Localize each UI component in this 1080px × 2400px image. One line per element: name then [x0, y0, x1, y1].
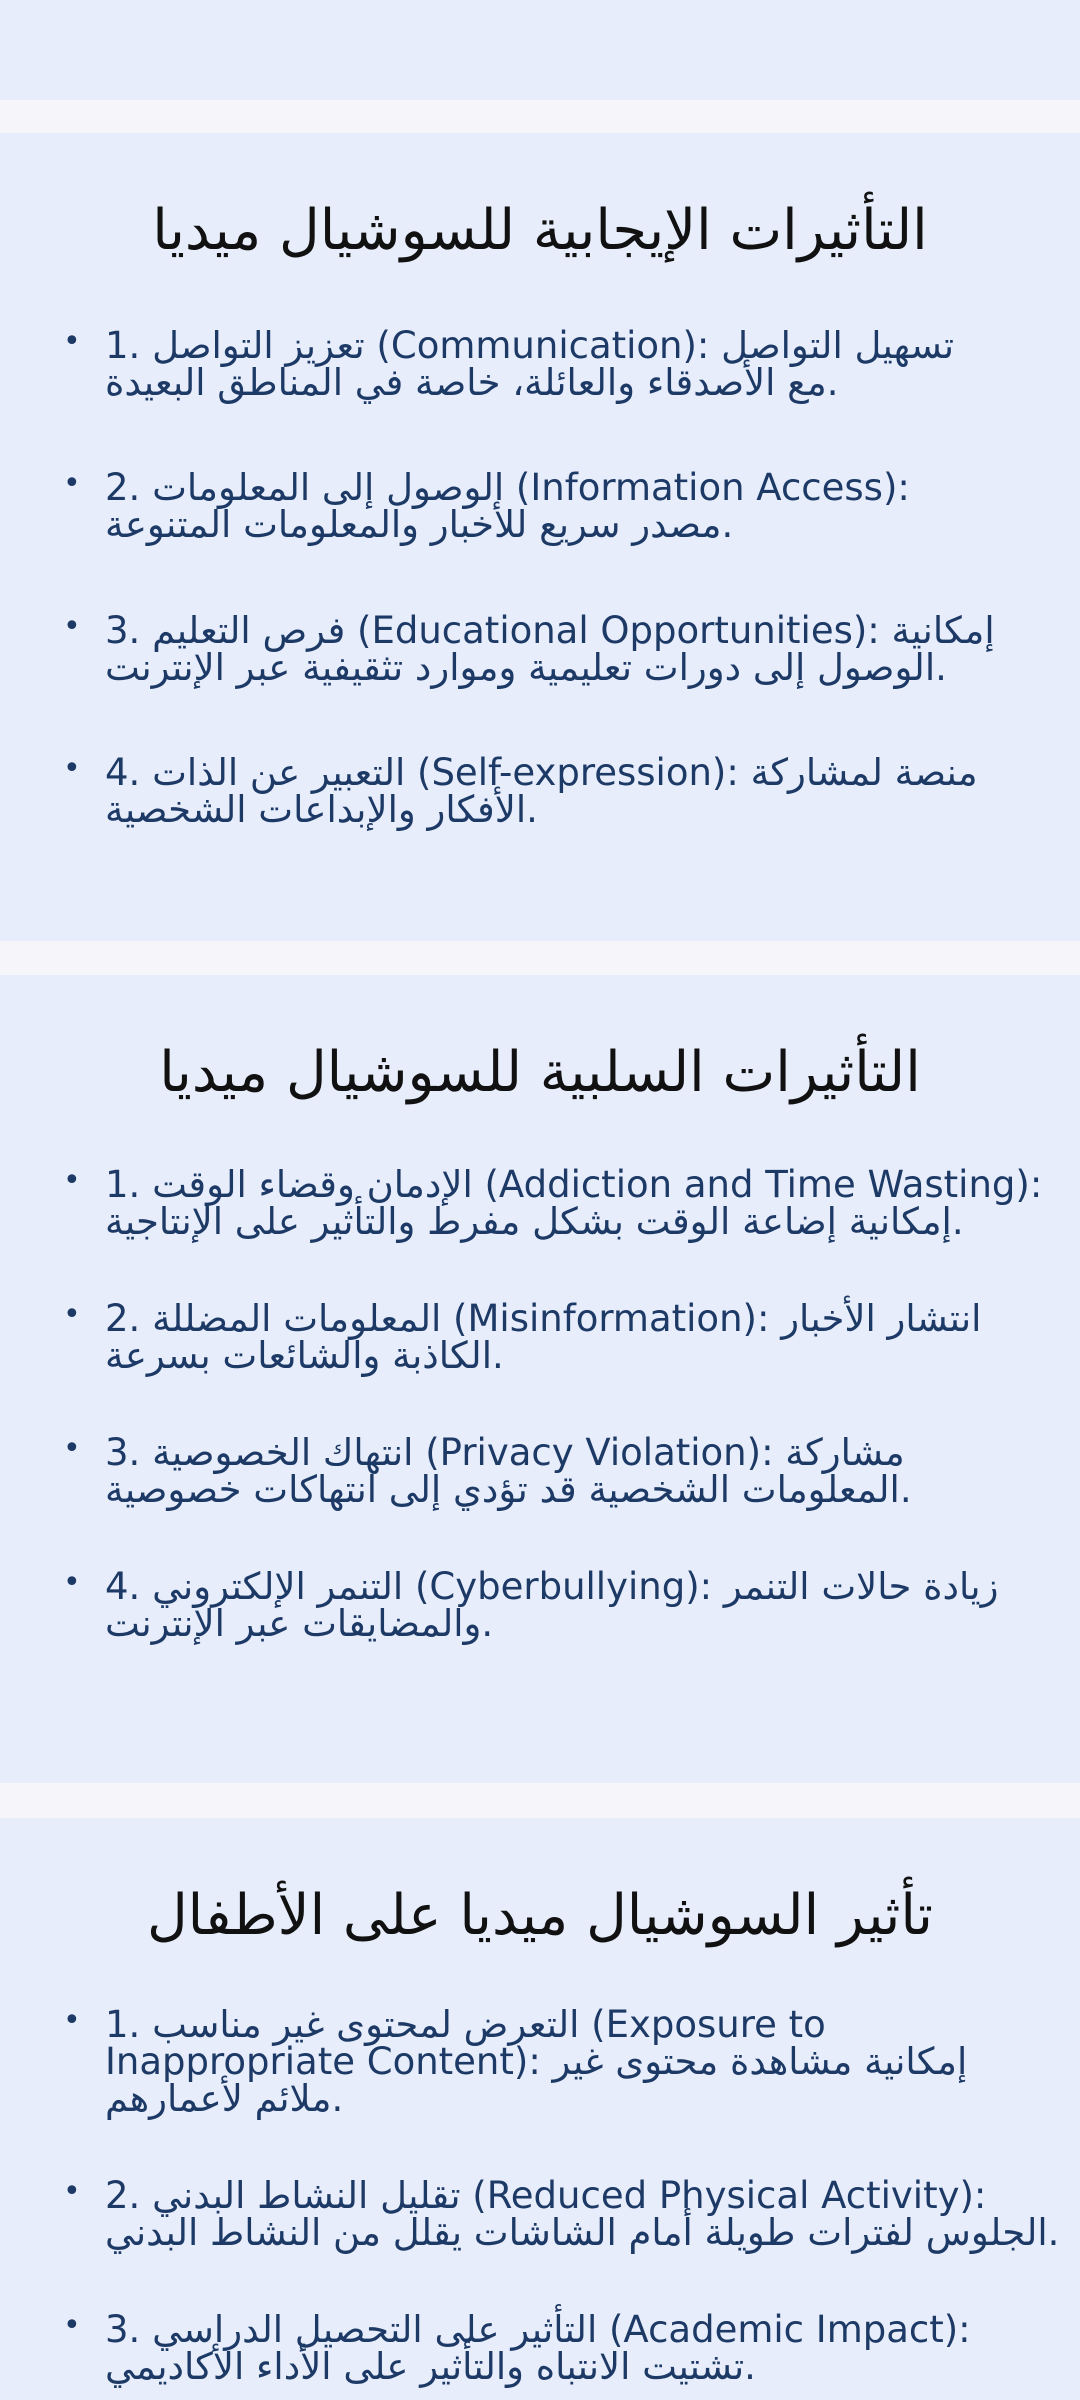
- item-line-1: 2. تقليل النشاط البدني (Reduced Physical Activity):: [105, 2174, 987, 2217]
- section-positive-effects: [0, 133, 1080, 941]
- bullet-icon: •: [63, 1565, 81, 1600]
- list-item: [63, 1163, 1043, 1243]
- item-line-3: ملائم لأعمارهم.: [105, 2077, 344, 2120]
- list-item: [63, 2003, 1020, 2120]
- list-item: [63, 1565, 1020, 1645]
- bullet-icon: •: [63, 1297, 81, 1332]
- item-line-2: الوصول إلى دورات تعليمية وموارد تثقيفية عبر الإنترنت.: [105, 646, 947, 689]
- bullet-icon: •: [63, 1163, 81, 1198]
- section-title: تأثير السوشيال ميديا على الأطفال: [146, 1883, 934, 1948]
- item-line-2: المعلومات الشخصية قد تؤدي إلى انتهاكات خصوصية.: [105, 1468, 912, 1511]
- list-item: [63, 751, 1020, 831]
- item-line-1: 2. المعلومات المضللة (Misinformation): انتشار الأخبار: [105, 1297, 982, 1340]
- item-line-2: مصدر سريع للأخبار والمعلومات المتنوعة.: [105, 503, 734, 546]
- top-band: [0, 0, 1080, 100]
- bullet-icon: •: [63, 466, 81, 501]
- list-item: [63, 324, 1020, 404]
- item-line-2: الجلوس لفترات طويلة أمام الشاشات يقلل من النشاط البدني.: [105, 2211, 1060, 2254]
- item-line-1: 2. الوصول إلى المعلومات (Information Access):: [105, 466, 910, 509]
- bullet-icon: •: [63, 2308, 81, 2343]
- list-item: [63, 609, 1020, 689]
- item-line-1: 4. التعبير عن الذات (Self-expression): منصة لمشاركة: [105, 751, 978, 794]
- item-line-1: 3. التأثير على التحصيل الدراسي (Academic Impact):: [105, 2308, 971, 2351]
- item-line-2: والمضايقات عبر الإنترنت.: [105, 1602, 494, 1645]
- section-title: التأثيرات السلبية للسوشيال ميديا: [159, 1040, 921, 1105]
- bullet-icon: •: [63, 324, 81, 359]
- item-line-2: الكاذبة والشائعات بسرعة.: [105, 1334, 504, 1377]
- item-line-2: إمكانية إضاعة الوقت بشكل مفرط والتأثير على الإنتاجية.: [105, 1200, 964, 1243]
- item-line-2: الأفكار والإبداعات الشخصية.: [105, 788, 538, 831]
- list-item: [63, 1431, 1020, 1511]
- bullet-icon: •: [63, 751, 81, 786]
- item-line-1: 1. الإدمان وقضاء الوقت (Addiction and Time Wasting):: [105, 1163, 1043, 1206]
- section-negative-effects: [0, 975, 1080, 1783]
- item-line-2: تشتيت الانتباه والتأثير على الأداء الأكاديمي.: [105, 2345, 756, 2388]
- bullet-icon: •: [63, 2003, 81, 2038]
- section-title: التأثيرات الإيجابية للسوشيال ميديا: [152, 198, 928, 263]
- item-line-1: 1. التعرض لمحتوى غير مناسب (Exposure to: [105, 2003, 826, 2046]
- item-line-2: Inappropriate Content): إمكانية مشاهدة محتوى غير: [105, 2040, 968, 2083]
- bullet-icon: •: [63, 1431, 81, 1466]
- item-line-2: مع الأصدقاء والعائلة، خاصة في المناطق البعيدة.: [105, 361, 839, 404]
- list-item: [63, 466, 1020, 546]
- section-children-effects: [0, 1818, 1080, 2400]
- item-line-1: 3. فرص التعليم (Educational Opportunities): إمكانية: [105, 609, 995, 652]
- bullet-icon: •: [63, 609, 81, 644]
- list-item: [63, 1297, 1020, 1377]
- item-line-1: 1. تعزيز التواصل (Communication): تسهيل التواصل: [105, 324, 955, 367]
- list-item: [63, 2174, 1060, 2254]
- bullet-icon: •: [63, 2174, 81, 2209]
- item-line-1: 3. انتهاك الخصوصية (Privacy Violation): مشاركة: [105, 1431, 905, 1474]
- list-item: [63, 2308, 1020, 2388]
- item-line-1: 4. التنمر الإلكتروني (Cyberbullying): زيادة حالات التنمر: [105, 1565, 999, 1608]
